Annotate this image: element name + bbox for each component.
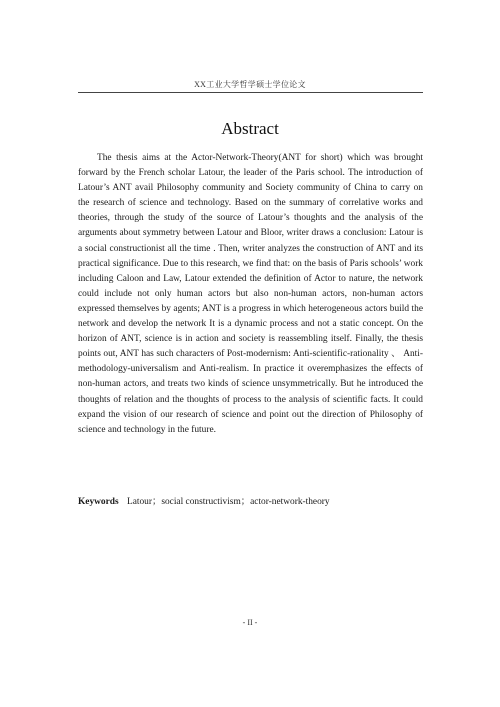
header-divider xyxy=(78,92,423,93)
abstract-paragraph: The thesis aims at the Actor-Network-Theory(ANT for short) which was brought forward by the French scholar Latour, the leader of the Paris school. The introduction of Latour’s ANT avail Philosophy community and Society community of China to carry on the research of science and technology. Based on the summary of correlative works and theories, through the study of the source of Latour’s thoughts and the analysis of the arguments about symmetry between Latour and Bloor, writer draws a conclusion: Latour is a social constructionist all the time . Then, writer analyzes the construction of ANT and its practical significance. Due to this research, we find that: on the basis of Paris schools’ work including Caloon and Law, Latour extended the definition of Actor to nature, the network could include not only human actors but also non-human actors, non-human actors expressed themselves by agents; ANT is a progress in which heterogeneous actors build the network and develop the network It is a dynamic process and not a static concept. On the horizon of ANT, science is in action and society is reassembling itself. Finally, the thesis points out, ANT has such characters of Post-modernism: Anti-scientific-rationality 、 Anti-methodology-universalism and Anti-realism. In practice it overemphasizes the effects of non-human actors, and treats two kinds of science unsymmetrically. But he introduced the thoughts of relation and the thoughts of process to the analysis of scientific facts. It could expand the vision of our research of science and point out the direction of Philosophy of science and technology in the future. xyxy=(78,153,423,435)
keywords-label: Keywords xyxy=(78,497,119,507)
keywords-value: Latour；social constructivism；actor-network-theory xyxy=(126,497,330,507)
page-number: - II - xyxy=(242,618,258,627)
running-header: XX工业大学哲学硕士学位论文 xyxy=(194,80,306,89)
page-title: Abstract xyxy=(221,119,279,138)
keywords-line xyxy=(78,495,423,510)
